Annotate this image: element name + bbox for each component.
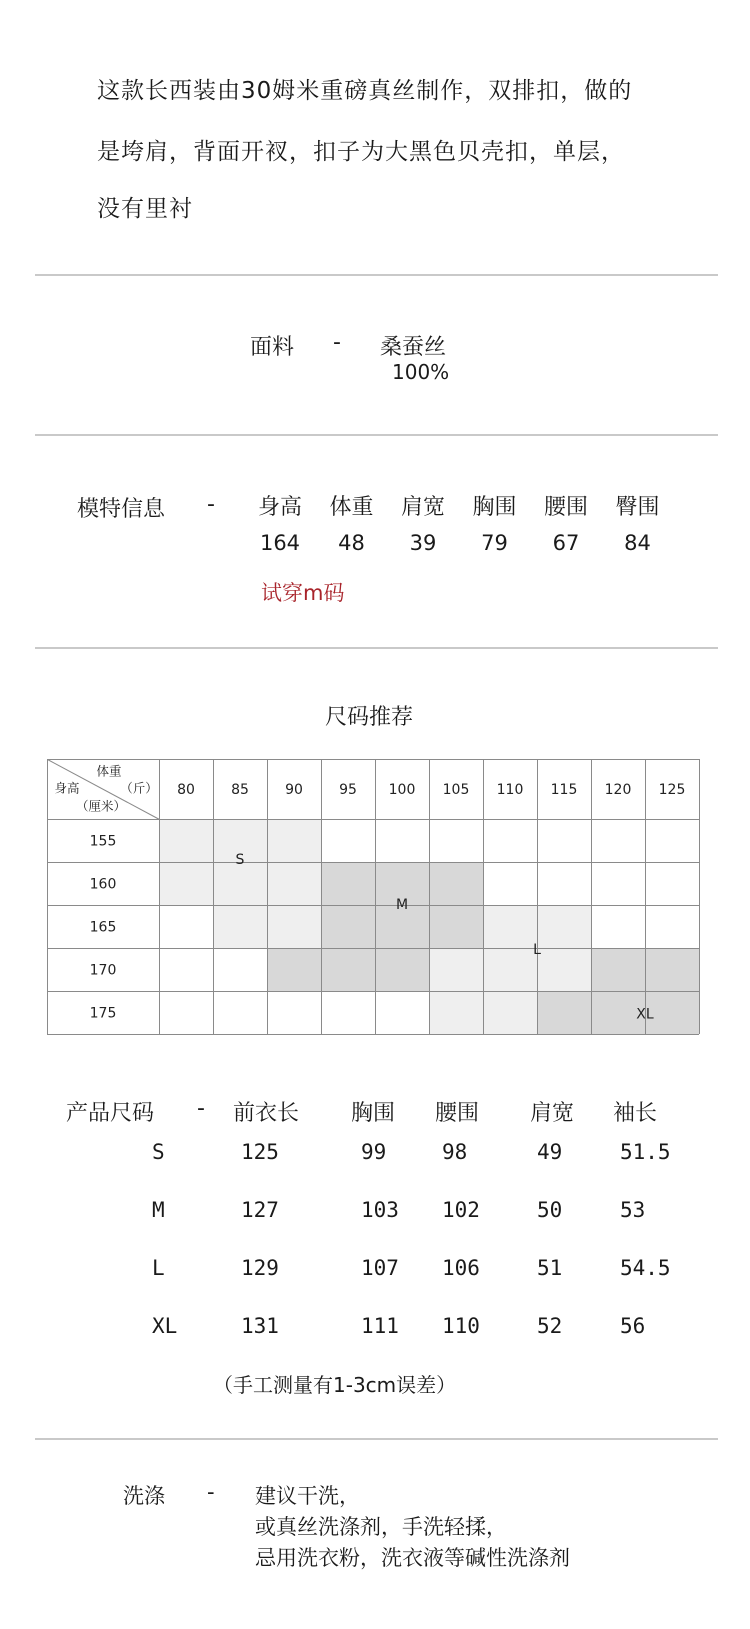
product-size-value: 102 (442, 1198, 480, 1222)
weight-header: 115 (550, 782, 578, 798)
product-size-dash: - (197, 1096, 205, 1121)
model-measure-value: 79 (481, 531, 508, 555)
product-size-header: 腰围 (435, 1101, 480, 1126)
product-size-value: 98 (442, 1140, 468, 1164)
weight-header: 80 (177, 782, 195, 798)
product-size-value: 52 (537, 1314, 563, 1338)
model-measure-value: 84 (624, 531, 651, 555)
product-size-name: L (152, 1256, 165, 1280)
size-zone-xl (537, 991, 699, 1034)
size-zone-label: S (235, 852, 245, 868)
product-size-name: M (152, 1198, 165, 1222)
product-size-value: 103 (361, 1198, 399, 1222)
product-size-value: 127 (241, 1198, 279, 1222)
weight-header: 120 (604, 782, 632, 798)
size-zone-m (267, 948, 429, 991)
fabric-dash: - (333, 330, 341, 355)
model-dash: - (207, 492, 215, 517)
wash-line-3: 忌用洗衣粉，洗衣液等碱性洗涤剂 (255, 1546, 570, 1570)
model-measure-value: 48 (338, 531, 365, 555)
model-label: 模特信息 (77, 497, 166, 522)
wash-line-1: 建议干洗， (255, 1484, 360, 1508)
size-zone-label: M (395, 897, 409, 913)
weight-header: 110 (496, 782, 524, 798)
product-size-value: 56 (620, 1314, 646, 1338)
height-label: 165 (89, 919, 117, 936)
product-size-value: 54.5 (620, 1256, 671, 1280)
measurement-note: （手工测量有1-3cm误差） (213, 1373, 457, 1397)
product-size-header: 肩宽 (530, 1101, 575, 1126)
model-measure-header: 胸围 (472, 495, 517, 520)
product-size-header: 胸围 (351, 1101, 396, 1126)
corner-height-label: 身高 (54, 780, 80, 796)
model-measure-value: 164 (259, 531, 301, 555)
model-measure-col (602, 490, 674, 560)
intro-line-3: 没有里衬 (97, 196, 193, 222)
model-measure-col (316, 490, 388, 560)
intro-line-2: 是垮肩，背面开衩，扣子为大黑色贝壳扣，单层， (97, 139, 625, 165)
product-size-value: 110 (442, 1314, 480, 1338)
divider (35, 647, 718, 649)
product-size-value: 51.5 (620, 1140, 671, 1164)
product-size-value: 50 (537, 1198, 563, 1222)
size-zone-label: XL (636, 1006, 654, 1023)
size-zone-l (429, 948, 591, 991)
size-zone-s (159, 862, 321, 905)
fabric-percent: 100% (392, 360, 450, 384)
height-label: 160 (89, 876, 117, 893)
product-size-value: 107 (361, 1256, 399, 1280)
model-measure-header: 身高 (257, 495, 302, 520)
product-size-label: 产品尺码 (66, 1101, 155, 1126)
product-size-value: 49 (537, 1140, 563, 1164)
model-measure-value: 67 (552, 531, 580, 555)
fabric-label: 面料 (250, 335, 295, 360)
divider (35, 434, 718, 436)
model-measure-col (530, 490, 602, 560)
wash-dash: - (207, 1480, 215, 1504)
product-size-header: 前衣长 (233, 1101, 300, 1126)
divider (35, 274, 718, 276)
wash-line-2: 或真丝洗涤剂，手洗轻揉， (255, 1515, 507, 1539)
model-measure-header: 肩宽 (400, 495, 445, 520)
product-size-value: 99 (361, 1140, 387, 1164)
size-zone-label: L (533, 942, 541, 958)
height-label: 170 (89, 962, 117, 979)
model-measure-header: 臀围 (615, 495, 660, 520)
corner-unit-cm: （厘米） (75, 798, 127, 814)
product-size-value: 129 (241, 1256, 279, 1280)
product-size-value: 53 (620, 1198, 646, 1222)
weight-header: 100 (388, 782, 416, 798)
corner-weight-label: 体重 (96, 763, 122, 779)
model-measure-header: 腰围 (543, 495, 588, 520)
corner-unit-jin: （斤） (120, 780, 158, 796)
product-size-value: 51 (537, 1256, 563, 1280)
model-measure-value: 39 (409, 531, 437, 555)
height-label: 155 (89, 833, 117, 850)
intro-line-1: 这款长西装由30姆米重磅真丝制作，双排扣，做的 (97, 78, 633, 104)
size-chart-title: 尺码推荐 (325, 705, 414, 730)
weight-header: 90 (285, 782, 303, 798)
model-measure-col (387, 490, 459, 560)
product-size-value: 125 (241, 1140, 279, 1164)
weight-header: 125 (658, 782, 686, 798)
product-size-name: XL (152, 1314, 178, 1338)
product-size-value: 131 (241, 1314, 279, 1338)
product-size-value: 106 (442, 1256, 480, 1280)
model-measure-col (459, 490, 531, 560)
product-size-name: S (152, 1140, 165, 1164)
divider (35, 1438, 718, 1440)
model-measure-header: 体重 (329, 495, 374, 520)
try-on-size: 试穿m码 (261, 581, 345, 605)
weight-header: 95 (339, 782, 357, 798)
model-measure-col (244, 490, 316, 560)
size-recommendation-grid (47, 759, 700, 1039)
fabric-material: 桑蚕丝 (380, 335, 447, 360)
wash-label: 洗涤 (123, 1484, 165, 1508)
height-label: 175 (89, 1005, 117, 1022)
weight-header: 85 (231, 782, 249, 798)
product-size-header: 袖长 (613, 1101, 658, 1126)
product-size-value: 111 (361, 1314, 399, 1338)
weight-header: 105 (442, 782, 470, 798)
